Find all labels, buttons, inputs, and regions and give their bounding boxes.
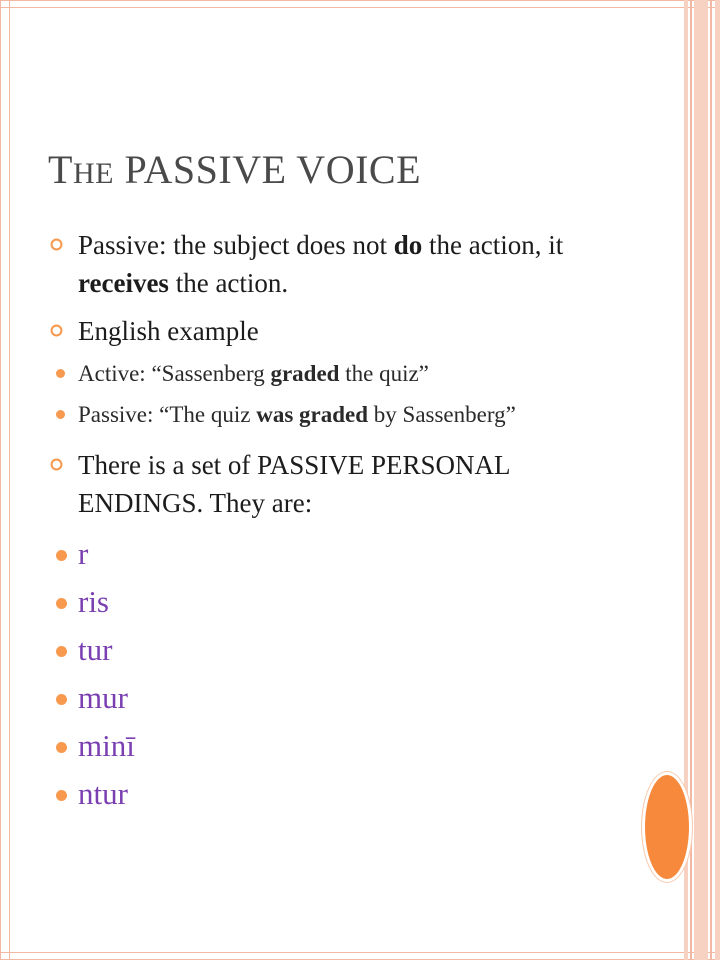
bottom-border	[0, 952, 720, 960]
dot-bullet-icon	[56, 694, 67, 705]
example-active: Active: “Sassenberg graded the quiz”	[10, 358, 638, 389]
bullet-endings-intro: There is a set of PASSIVE PERSONAL ENDINGS. They are:	[48, 446, 638, 522]
ending-item: r	[10, 536, 638, 572]
hollow-circle-bullet-icon	[50, 238, 63, 251]
ending-item: mur	[10, 680, 638, 716]
title-small-caps: HE	[72, 157, 114, 190]
hollow-circle-bullet-icon	[50, 324, 63, 337]
emphasis-do: do	[393, 230, 423, 260]
dot-bullet-icon	[56, 410, 65, 419]
slide-content	[48, 226, 638, 824]
title-rest: PASSIVE VOICE	[113, 147, 422, 192]
top-border	[0, 0, 720, 8]
passive-endings-list	[48, 536, 638, 812]
ending-item: ris	[10, 584, 638, 620]
orange-accent-oval	[642, 772, 692, 882]
ending-item: tur	[10, 632, 638, 668]
dot-bullet-icon	[56, 646, 67, 657]
dot-bullet-icon	[56, 742, 67, 753]
bullet-passive-definition: Passive: the subject does not do the action, it receives the action.	[48, 226, 638, 302]
dot-bullet-icon	[56, 598, 67, 609]
emphasis-receives: receives	[78, 268, 169, 298]
dot-bullet-icon	[56, 369, 65, 378]
english-example-list	[48, 358, 638, 430]
ending-item: minī	[10, 728, 638, 764]
dot-bullet-icon	[56, 790, 67, 801]
ending-item: ntur	[10, 776, 638, 812]
slide-title	[48, 146, 421, 193]
hollow-circle-bullet-icon	[50, 458, 63, 471]
dot-bullet-icon	[56, 550, 67, 561]
example-passive: Passive: “The quiz was graded by Sassenberg”	[10, 399, 638, 430]
left-border	[0, 0, 10, 960]
bullet-english-example: English example	[48, 312, 638, 350]
title-initial: T	[48, 147, 73, 192]
